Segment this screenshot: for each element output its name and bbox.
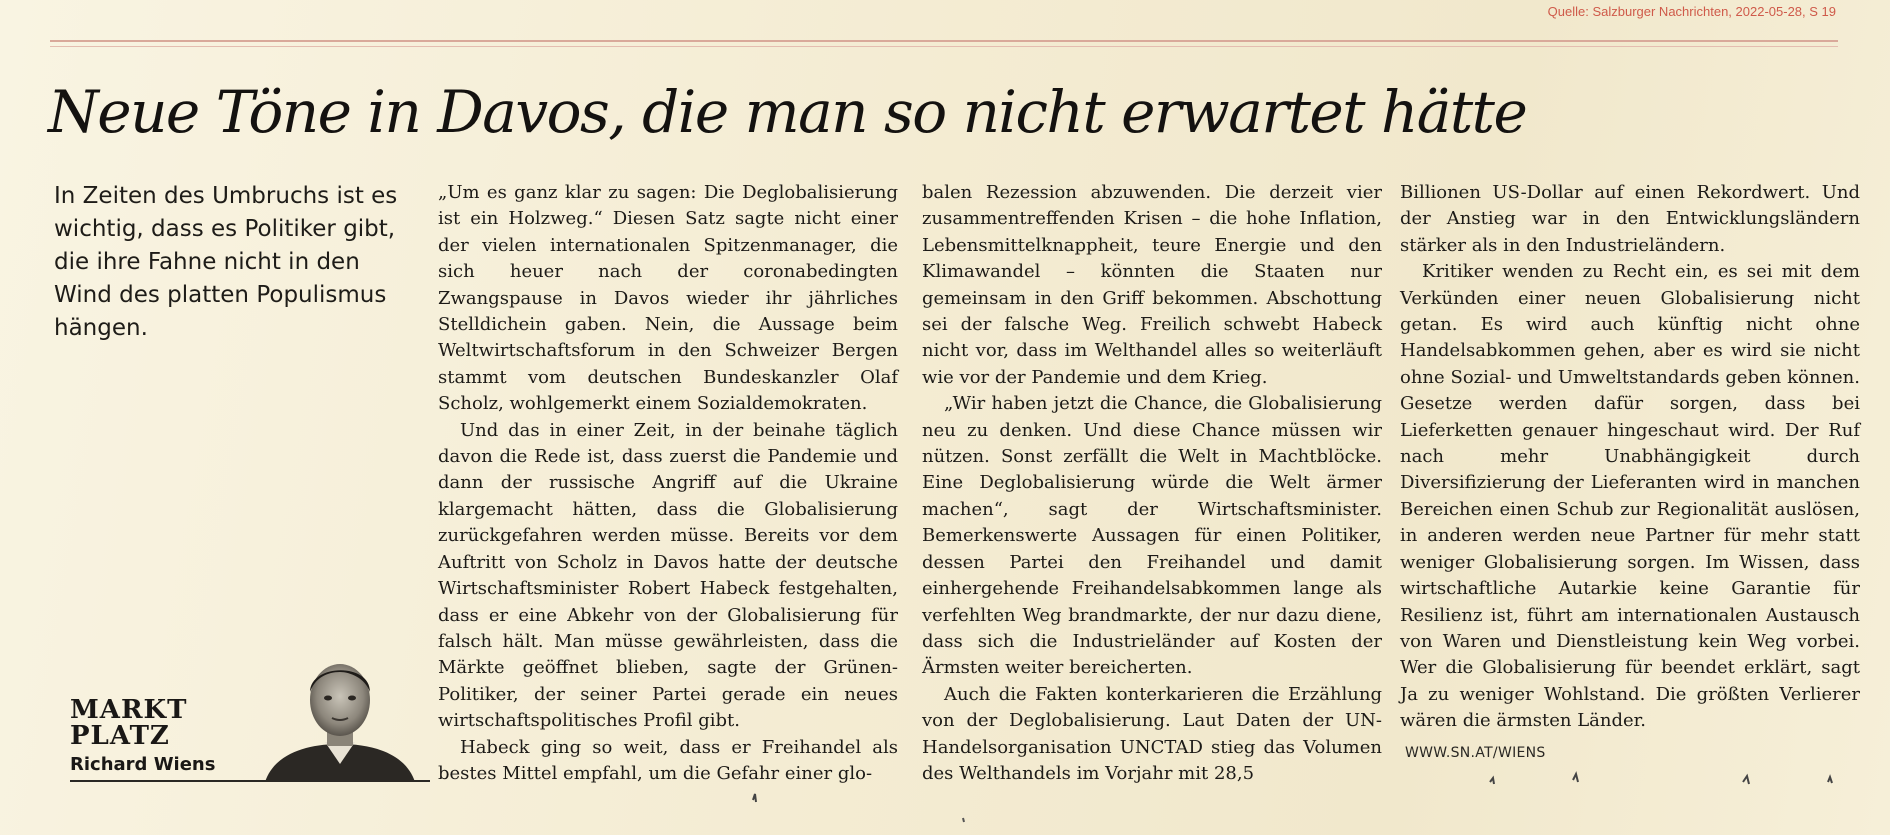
paragraph: Und das in einer Zeit, in der beinahe täglich davon die Rede ist, dass zuerst die Pandemie und dann der russische Angriff auf die Ukraine klargemacht hätten, dass die Globalisierung zurückgefahren werden müsse. Bereits vor dem Auftritt von Scholz in Davos hatte der deutsche Wirtschaftsminister Robert Habeck festgehalten, dass er eine Abkehr von der Globalisierung für falsch hält. Man müsse gewährleisten, dass die Märkte geöffnet blieben, sagte der Grünen-Politiker, der seiner Partei gerade ein neues wirtschaftspolitisches Profil gibt. xyxy=(438,419,898,732)
body-column-2 xyxy=(922,180,1382,787)
author-url: WWW.SN.AT/WIENS xyxy=(1405,745,1546,761)
paragraph: „Wir haben jetzt die Chance, die Globalisierung neu zu denken. Und diese Chance müssen wir nützen. Sonst zerfällt die Welt in Machtblöcke. Eine Deglobalisierung würde die Welt ärmer machen“, sagt der Wirtschaftsminister. Bemerkenswerte Aussagen für einen Politiker, dessen Partei den Freihandel und damit einhergehende Freihandelsabkommen lange als verfehlten Weg brandmarkte, der nur dazu diene, dass sich die Industrieländer auf Kosten der Ärmsten weiter bereicherten. xyxy=(922,393,1382,679)
paragraph: Kritiker wenden zu Recht ein, es sei mit dem Verkünden einer neuen Globalisierung nicht getan. Es wird auch künftig nicht ohne Handelsabkommen gehen, aber es wird sie nicht ohne Sozial- und Umweltstandards geben können. Gesetze werden dafür sorgen, dass bei Lieferketten genauer hingeschaut wird. Der Ruf nach mehr Unabhängigkeit durch Diversifizierung der Lieferanten wird in manchen Bereichen einen Schub zur Regionalität auslösen, in anderen werden neue Partner für mehr statt weniger Globalisierung sorgen. Im Wissen, dass wirtschaftliche Autarkie keine Garantie für Resilienz ist, führt am internationalen Austausch von Waren und Dienstleistung kein Weg vorbei. Wer die Globalisierung für beendet erklärt, sagt Ja zu weniger Wohlstand. Die größten Verlierer wären die ärmsten Länder. xyxy=(1400,261,1860,732)
paragraph: „Um es ganz klar zu sagen: Die Deglobalisierung ist ein Holzweg.“ Diesen Satz sagte nicht einer der vielen internationalen Spitzenmanager, die sich heuer nach der coronabedingten Zwangspause in Davos wieder ihr jährliches Stelldichein gaben. Nein, die Aussage beim Weltwirtschaftsforum in den Schweizer Bergen stammt vom deutschen Bundeskanzler Olaf Scholz, wohlgemerkt einem Sozialdemokraten. xyxy=(438,182,898,415)
top-rule-thin xyxy=(50,46,1838,47)
body-column-3 xyxy=(1400,180,1860,735)
body-column-1 xyxy=(438,180,898,787)
paragraph: Habeck ging so weit, dass er Freihandel als bestes Mittel empfahl, um die Gefahr einer glo- xyxy=(438,736,898,784)
column-rubric: MARKT PLATZ xyxy=(70,695,188,751)
author-portrait-icon xyxy=(255,652,425,782)
paragraph: Auch die Fakten konterkarieren die Erzählung von der Deglobalisierung. Laut Daten der UN-Handelsorganisation UNCTAD stieg das Volumen des Welthandels im Vorjahr mit 28,5 xyxy=(922,683,1382,784)
paragraph: balen Rezession abzuwenden. Die derzeit vier zusammentreffenden Krisen – die hohe Inflation, Lebensmittelknappheit, teure Energie und den Klimawandel – könnten die Staaten nur gemeinsam in den Griff bekommen. Abschottung sei der falsche Weg. Freilich schwebt Habeck nicht vor, dass im Welthandel alles so weiterläuft wie vor der Pandemie und dem Krieg. xyxy=(922,182,1382,388)
source-citation: Quelle: Salzburger Nachrichten, 2022-05-28, S 19 xyxy=(1547,4,1836,19)
bottom-speckles xyxy=(0,770,1890,830)
author-byline: Richard Wiens xyxy=(70,754,216,775)
top-rule xyxy=(50,40,1838,42)
paragraph: Billionen US-Dollar auf einen Rekordwert. Und der Anstieg war in den Entwicklungsländern stärker als in den Industrieländern. xyxy=(1400,182,1860,256)
lead-text: In Zeiten des Umbruchs ist es wichtig, dass es Politiker gibt, die ihre Fahne nicht in den Wind des platten Populismus hängen. xyxy=(54,183,398,341)
headline: Neue Töne in Davos, die man so nicht erwartet hätte xyxy=(48,78,1527,146)
